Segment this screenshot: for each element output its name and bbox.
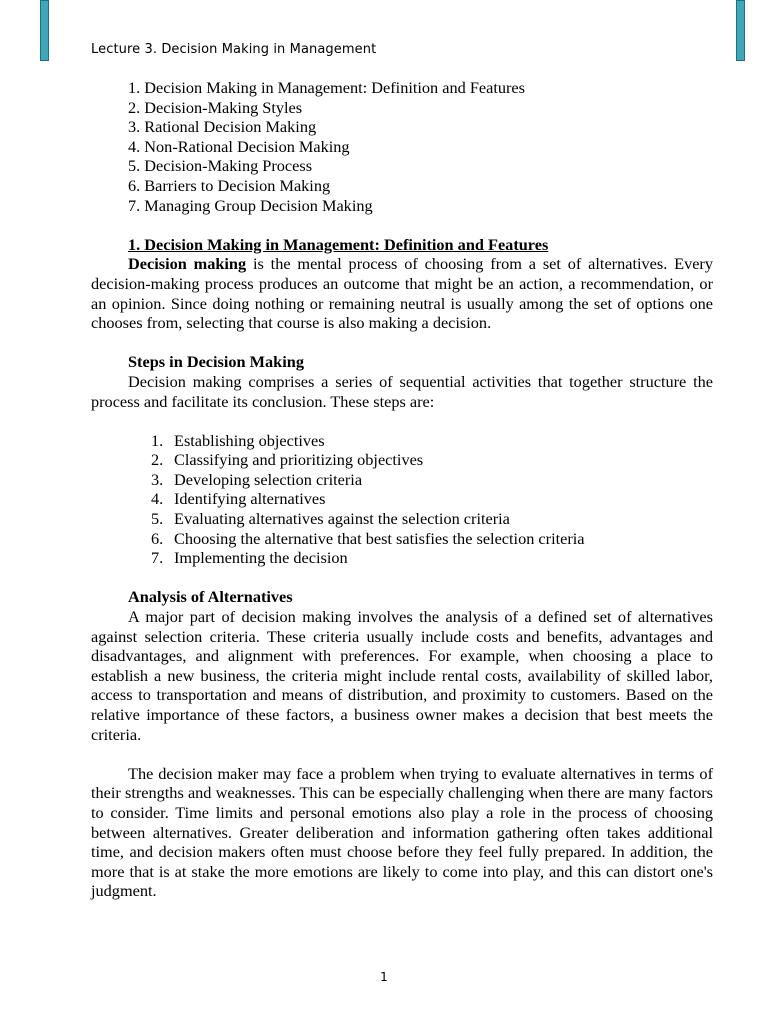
step-text: Implementing the decision bbox=[174, 548, 348, 568]
page-number: 1 bbox=[380, 970, 388, 984]
list-item bbox=[91, 489, 713, 509]
toc-item: 7. Managing Group Decision Making bbox=[128, 195, 373, 215]
toc-item: 1. Decision Making in Management: Definition and Features bbox=[128, 78, 525, 97]
list-item bbox=[91, 450, 713, 470]
definition-paragraph bbox=[91, 254, 713, 332]
step-text: Classifying and prioritizing objectives bbox=[174, 450, 424, 470]
toc-item: 6. Barriers to Decision Making bbox=[128, 175, 331, 195]
step-text: Establishing objectives bbox=[174, 430, 325, 450]
toc-item: 3. Rational Decision Making bbox=[128, 117, 317, 137]
step-text: Developing selection criteria bbox=[174, 469, 363, 489]
toc-item: 2. Decision-Making Styles bbox=[128, 97, 303, 117]
list-item bbox=[91, 529, 713, 549]
analysis-paragraph-2: The decision maker may face a problem when trying to evaluate alternatives in terms of their strengths and weaknesses. This can be especially challenging when there are many factors to consider. Time limits and personal emotions also play a role in the process of choosing between alternatives. Greater deliberation and information gathering often takes additional time, and decision makers often must choose before they feel fully prepared. In addition, the more that is at stake the more emotions are likely to come into play, and this can distort one's judgment. bbox=[91, 763, 713, 901]
step-text: Choosing the alternative that best satisfies the selection criteria bbox=[174, 528, 585, 548]
analysis-paragraph-1: A major part of decision making involves the analysis of a defined set of alternatives against selection criteria. These criteria usually include costs and benefits, advantages and disadvantages, and alignment with preferences. For example, when choosing a place to establish a new business, the criteria might include rental costs, availability of skilled labor, access to transportation and means of distribution, and proximity to customers. Based on the relative importance of these factors, a business owner makes a decision that best meets the criteria. bbox=[91, 607, 713, 744]
list-item bbox=[91, 548, 713, 568]
page-header: Lecture 3. Decision Making in Management bbox=[91, 42, 377, 57]
toc-item: 4. Non-Rational Decision Making bbox=[128, 136, 350, 156]
step-text: Identifying alternatives bbox=[174, 489, 326, 509]
document-body bbox=[91, 78, 713, 901]
step-number: 4. bbox=[151, 489, 164, 509]
left-accent-bar bbox=[40, 0, 49, 61]
steps-heading: Steps in Decision Making bbox=[128, 352, 304, 372]
step-number: 7. bbox=[151, 548, 164, 568]
definition-text: is the mental process of choosing from a set of alternatives. Every decision-making process produces an outcome that might be an action, a recommendation, or an opinion. Since doing nothing or remaining neutral is usually among the set of options one chooses from, selecting that course is also making a decision. bbox=[91, 254, 713, 333]
step-number: 3. bbox=[151, 469, 164, 489]
toc-item: 5. Decision-Making Process bbox=[128, 156, 313, 176]
step-number: 6. bbox=[151, 528, 164, 548]
step-number: 1. bbox=[151, 430, 164, 450]
definition-term: Decision making bbox=[128, 254, 247, 274]
list-item bbox=[91, 470, 713, 490]
section-title: 1. Decision Making in Management: Definition and Features bbox=[128, 234, 549, 254]
right-accent-bar bbox=[736, 0, 745, 61]
list-item bbox=[91, 509, 713, 529]
step-number: 2. bbox=[151, 450, 164, 470]
table-of-contents bbox=[128, 78, 713, 215]
step-number: 5. bbox=[151, 509, 164, 529]
list-item bbox=[91, 431, 713, 451]
steps-intro: Decision making comprises a series of sequential activities that together structure the process and facilitate its conclusion. These steps are: bbox=[91, 371, 713, 411]
step-text: Evaluating alternatives against the selection criteria bbox=[174, 509, 510, 529]
analysis-heading: Analysis of Alternatives bbox=[128, 587, 293, 607]
steps-list bbox=[91, 431, 713, 568]
